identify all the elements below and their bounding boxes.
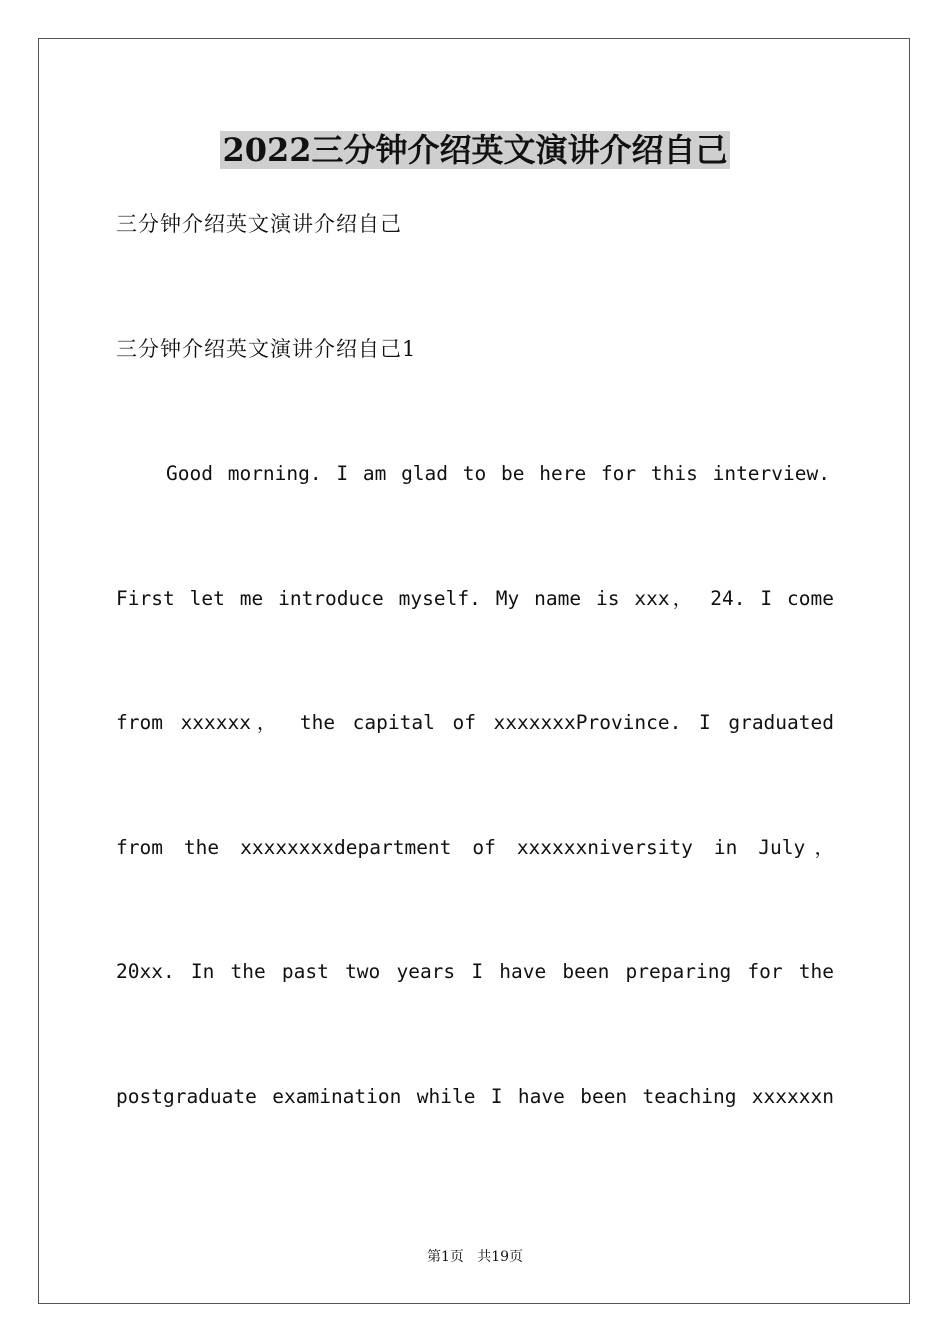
body-line: First let me introduce myself. My name is xxx， 24. I come — [116, 587, 834, 610]
document-subtitle: 三分钟介绍英文演讲介绍自己 — [116, 212, 402, 236]
section-heading: 三分钟介绍英文演讲介绍自己1 — [116, 337, 417, 361]
document-title-text: 2022三分钟介绍英文演讲介绍自己 — [222, 131, 728, 169]
document-title — [0, 124, 950, 176]
body-line: postgraduate examination while I have been teaching xxxxxxn — [116, 1085, 834, 1108]
body-line: from xxxxxx， the capital of xxxxxxxProvince. I graduated — [116, 711, 834, 734]
body-line: from the xxxxxxxxdepartment of xxxxxxniversity in July， — [116, 836, 834, 859]
body-line: Good morning. I am glad to be here for this interview. — [166, 462, 830, 485]
body-line: 20xx. In the past two years I have been preparing for the — [116, 960, 834, 983]
page-indicator: 第1页 共19页 — [426, 1249, 524, 1265]
